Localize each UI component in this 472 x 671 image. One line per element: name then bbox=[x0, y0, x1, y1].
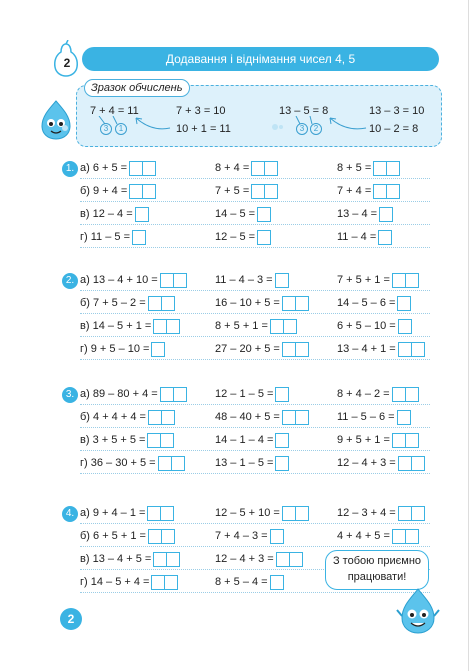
answer-box[interactable] bbox=[275, 273, 289, 288]
equation-cell bbox=[80, 386, 187, 402]
answer-box[interactable] bbox=[276, 552, 290, 567]
answer-box[interactable] bbox=[265, 184, 278, 199]
equation-cell bbox=[215, 341, 309, 357]
equation-cell bbox=[337, 272, 419, 288]
answer-box[interactable] bbox=[165, 575, 178, 590]
row-divider bbox=[80, 546, 430, 547]
answer-box[interactable] bbox=[392, 433, 406, 448]
answer-box[interactable] bbox=[392, 529, 406, 544]
equation-text: 14 – 5 – 6 = bbox=[337, 297, 396, 309]
equation-cell bbox=[80, 160, 156, 176]
equation-cell bbox=[80, 206, 149, 222]
row-divider bbox=[80, 404, 430, 405]
answer-box[interactable] bbox=[162, 296, 175, 311]
equation-text: 6 + 5 + 1 = bbox=[93, 530, 146, 542]
answer-box[interactable] bbox=[379, 207, 393, 222]
row-label: г) bbox=[80, 457, 88, 469]
equation-text: 11 – 5 – 6 = bbox=[337, 411, 395, 423]
answer-box[interactable] bbox=[398, 342, 412, 357]
answer-box[interactable] bbox=[296, 296, 309, 311]
answer-box[interactable] bbox=[257, 230, 271, 245]
equation-text: 9 + 5 + 1 = bbox=[337, 434, 390, 446]
page-title: Додавання і віднімання чисел 4, 5 bbox=[82, 47, 439, 71]
split-circle: 1 bbox=[115, 123, 127, 135]
page-number: 2 bbox=[60, 608, 82, 630]
equation-cell bbox=[337, 295, 411, 311]
row-divider bbox=[80, 592, 430, 593]
equation-cell bbox=[215, 409, 309, 425]
row-label: б) bbox=[80, 297, 90, 309]
equation-cell bbox=[337, 318, 412, 334]
answer-box[interactable] bbox=[147, 433, 161, 448]
equation-cell bbox=[215, 318, 297, 334]
equation-cell bbox=[337, 455, 425, 471]
answer-box[interactable] bbox=[135, 207, 149, 222]
row-label: в) bbox=[80, 208, 90, 220]
equation-text: 7 + 5 = bbox=[215, 185, 250, 197]
answer-box[interactable] bbox=[412, 506, 425, 521]
equation-cell bbox=[215, 229, 271, 245]
equation-cell bbox=[337, 432, 419, 448]
equation-text: 27 – 20 + 5 = bbox=[215, 343, 280, 355]
equation-cell bbox=[80, 341, 165, 357]
equation-cell bbox=[337, 160, 400, 176]
equation-text: 14 – 5 = bbox=[215, 208, 256, 220]
exercise-number: 1. bbox=[62, 161, 78, 177]
row-label: б) bbox=[80, 411, 90, 423]
answer-box[interactable] bbox=[275, 387, 289, 402]
row-divider bbox=[80, 359, 430, 360]
sample-right-eq: 13 – 5 = 8 bbox=[279, 105, 329, 117]
arrow-icon bbox=[326, 114, 368, 134]
row-divider bbox=[80, 473, 430, 474]
praise-line2: працювати! bbox=[347, 571, 407, 583]
equation-text: 9 + 5 – 10 = bbox=[90, 343, 150, 355]
answer-box[interactable] bbox=[129, 161, 143, 176]
lesson-number: 2 bbox=[63, 56, 71, 70]
equation-cell bbox=[337, 229, 392, 245]
answer-box[interactable] bbox=[270, 529, 284, 544]
answer-box[interactable] bbox=[174, 387, 187, 402]
equation-text: 13 – 4 + 5 = bbox=[92, 553, 152, 565]
equation-text: 6 + 5 = bbox=[92, 162, 128, 174]
row-label: г) bbox=[80, 343, 88, 355]
row-label: а) bbox=[80, 274, 90, 286]
answer-box[interactable] bbox=[143, 161, 156, 176]
split-circle: 3 bbox=[100, 123, 112, 135]
answer-box[interactable] bbox=[148, 410, 162, 425]
answer-box[interactable] bbox=[296, 410, 309, 425]
equation-cell bbox=[337, 528, 419, 544]
equation-text: 4 + 4 + 5 = bbox=[337, 530, 390, 542]
row-label: а) bbox=[80, 388, 90, 400]
equation-text: 12 – 3 + 4 = bbox=[337, 507, 396, 519]
equation-text: 7 + 4 – 3 = bbox=[215, 530, 268, 542]
equation-text: 3 + 5 + 5 = bbox=[92, 434, 146, 446]
equation-cell bbox=[80, 409, 175, 425]
equation-text: 13 – 4 + 10 = bbox=[92, 274, 158, 286]
answer-box[interactable] bbox=[296, 506, 309, 521]
equation-cell bbox=[80, 551, 180, 567]
row-divider bbox=[80, 290, 430, 291]
equation-cell bbox=[80, 432, 174, 448]
equation-cell bbox=[337, 409, 411, 425]
equation-cell bbox=[215, 206, 271, 222]
answer-box[interactable] bbox=[378, 230, 392, 245]
equation-text: 14 – 5 + 1 = bbox=[92, 320, 152, 332]
equation-text: 9 + 4 – 1 = bbox=[92, 507, 146, 519]
answer-box[interactable] bbox=[412, 456, 425, 471]
equation-text: 36 – 30 + 5 = bbox=[90, 457, 156, 469]
answer-box[interactable] bbox=[158, 456, 172, 471]
exercise-number: 3. bbox=[62, 387, 78, 403]
equation-text: 16 – 10 + 5 = bbox=[215, 297, 280, 309]
answer-box[interactable] bbox=[151, 575, 165, 590]
answer-box[interactable] bbox=[282, 410, 296, 425]
answer-box[interactable] bbox=[398, 506, 412, 521]
answer-box[interactable] bbox=[270, 319, 284, 334]
row-divider bbox=[80, 336, 430, 337]
equation-cell bbox=[80, 505, 174, 521]
equation-cell bbox=[215, 551, 303, 567]
equation-text: 12 – 4 + 3 = bbox=[337, 457, 396, 469]
equation-cell bbox=[80, 295, 175, 311]
answer-box[interactable] bbox=[398, 456, 412, 471]
row-divider bbox=[80, 313, 430, 314]
answer-box[interactable] bbox=[290, 552, 303, 567]
row-label: а) bbox=[80, 507, 90, 519]
equation-text: 11 – 5 = bbox=[90, 231, 130, 243]
sample-left-eq: 7 + 4 = 11 bbox=[90, 105, 139, 117]
answer-box[interactable] bbox=[296, 342, 309, 357]
answer-box[interactable] bbox=[251, 161, 265, 176]
row-label: в) bbox=[80, 553, 90, 565]
equation-cell bbox=[80, 272, 187, 288]
droplet-icon bbox=[60, 123, 72, 133]
sample-mid-eq2: 10 + 1 = 11 bbox=[176, 123, 231, 135]
equation-text: 4 + 4 + 4 = bbox=[93, 411, 146, 423]
arrow-icon bbox=[132, 114, 172, 134]
equation-cell bbox=[80, 229, 146, 245]
answer-box[interactable] bbox=[160, 387, 174, 402]
equation-text: 12 – 1 – 5 = bbox=[215, 388, 274, 400]
sample-title: Зразок обчислень bbox=[84, 79, 190, 97]
answer-box[interactable] bbox=[275, 433, 289, 448]
row-label: в) bbox=[80, 434, 90, 446]
row-label: в) bbox=[80, 320, 90, 332]
row-divider bbox=[80, 224, 430, 225]
answer-box[interactable] bbox=[167, 319, 180, 334]
row-divider bbox=[80, 201, 430, 202]
equation-cell bbox=[337, 505, 425, 521]
equation-cell bbox=[80, 528, 175, 544]
answer-box[interactable] bbox=[387, 184, 400, 199]
answer-box[interactable] bbox=[174, 273, 187, 288]
answer-box[interactable] bbox=[251, 184, 265, 199]
sample-far-eq2: 10 – 2 = 8 bbox=[369, 123, 419, 135]
answer-box[interactable] bbox=[153, 552, 167, 567]
row-divider bbox=[80, 523, 430, 524]
sample-mid-eq1: 7 + 3 = 10 bbox=[176, 105, 226, 117]
equation-text: 8 + 5 – 4 = bbox=[215, 576, 268, 588]
answer-box[interactable] bbox=[151, 342, 165, 357]
equation-cell bbox=[215, 386, 289, 402]
equation-cell bbox=[337, 183, 400, 199]
equation-cell bbox=[215, 432, 289, 448]
answer-box[interactable] bbox=[406, 387, 419, 402]
equation-cell bbox=[215, 528, 284, 544]
equation-cell bbox=[215, 160, 278, 176]
equation-text: 14 – 1 – 4 = bbox=[215, 434, 274, 446]
equation-text: 8 + 5 + 1 = bbox=[215, 320, 268, 332]
answer-box[interactable] bbox=[397, 296, 411, 311]
equation-text: 14 – 5 + 4 = bbox=[90, 576, 150, 588]
answer-box[interactable] bbox=[265, 161, 278, 176]
equation-text: 48 – 40 + 5 = bbox=[215, 411, 280, 423]
equation-cell bbox=[337, 386, 419, 402]
droplet-icon bbox=[271, 122, 285, 132]
answer-box[interactable] bbox=[161, 433, 174, 448]
equation-text: 12 – 4 = bbox=[92, 208, 133, 220]
exercise-number: 4. bbox=[62, 506, 78, 522]
exercise-number: 2. bbox=[62, 273, 78, 289]
equation-text: 9 + 4 = bbox=[93, 185, 128, 197]
praise-line1: З тобою приємно bbox=[332, 555, 422, 567]
answer-box[interactable] bbox=[148, 529, 162, 544]
equation-cell bbox=[80, 318, 180, 334]
equation-cell bbox=[80, 183, 156, 199]
praise-bubble bbox=[325, 550, 429, 590]
answer-box[interactable] bbox=[373, 184, 387, 199]
answer-box[interactable] bbox=[387, 161, 400, 176]
row-divider bbox=[80, 178, 430, 179]
equation-text: 12 – 4 + 3 = bbox=[215, 553, 274, 565]
row-label: а) bbox=[80, 162, 90, 174]
equation-text: 8 + 4 = bbox=[215, 162, 250, 174]
equation-text: 7 + 5 + 1 = bbox=[337, 274, 390, 286]
equation-cell bbox=[337, 206, 393, 222]
row-label: б) bbox=[80, 185, 90, 197]
equation-cell bbox=[215, 574, 284, 590]
equation-cell bbox=[337, 341, 425, 357]
equation-cell bbox=[80, 574, 178, 590]
answer-box[interactable] bbox=[406, 273, 419, 288]
answer-box[interactable] bbox=[282, 506, 296, 521]
equation-text: 7 + 5 – 2 = bbox=[93, 297, 146, 309]
equation-text: 89 – 80 + 4 = bbox=[92, 388, 158, 400]
equation-text: 12 – 5 = bbox=[215, 231, 256, 243]
equation-text: 8 + 5 = bbox=[337, 162, 372, 174]
sample-far-eq1: 13 – 3 = 10 bbox=[369, 105, 425, 117]
equation-text: 11 – 4 – 3 = bbox=[215, 274, 273, 286]
answer-box[interactable] bbox=[148, 296, 162, 311]
answer-box[interactable] bbox=[392, 387, 406, 402]
equation-text: 7 + 4 = bbox=[337, 185, 372, 197]
equation-text: 13 – 1 – 5 = bbox=[215, 457, 274, 469]
answer-box[interactable] bbox=[162, 529, 175, 544]
answer-box[interactable] bbox=[167, 552, 180, 567]
equation-cell bbox=[215, 505, 309, 521]
answer-box[interactable] bbox=[160, 273, 174, 288]
equation-text: 12 – 5 + 10 = bbox=[215, 507, 280, 519]
row-divider bbox=[80, 247, 430, 248]
row-label: г) bbox=[80, 576, 88, 588]
answer-box[interactable] bbox=[406, 433, 419, 448]
answer-box[interactable] bbox=[162, 410, 175, 425]
equation-cell bbox=[215, 455, 289, 471]
answer-box[interactable] bbox=[132, 230, 146, 245]
answer-box[interactable] bbox=[392, 273, 406, 288]
equation-cell bbox=[215, 183, 278, 199]
drop-mascot-icon bbox=[36, 98, 76, 142]
row-label: б) bbox=[80, 530, 90, 542]
equation-text: 6 + 5 – 10 = bbox=[337, 320, 396, 332]
answer-box[interactable] bbox=[129, 184, 143, 199]
answer-box[interactable] bbox=[172, 456, 185, 471]
row-divider bbox=[80, 450, 430, 451]
answer-box[interactable] bbox=[397, 410, 411, 425]
row-label: г) bbox=[80, 231, 88, 243]
answer-box[interactable] bbox=[406, 529, 419, 544]
equation-cell bbox=[215, 272, 289, 288]
answer-box[interactable] bbox=[373, 161, 387, 176]
equation-cell bbox=[215, 295, 309, 311]
answer-box[interactable] bbox=[398, 319, 412, 334]
equation-cell bbox=[80, 455, 185, 471]
equation-text: 13 – 4 + 1 = bbox=[337, 343, 396, 355]
answer-box[interactable] bbox=[282, 296, 296, 311]
equation-text: 11 – 4 = bbox=[337, 231, 377, 243]
equation-text: 8 + 4 – 2 = bbox=[337, 388, 390, 400]
split-circle: 2 bbox=[310, 123, 322, 135]
answer-box[interactable] bbox=[143, 184, 156, 199]
split-circle: 3 bbox=[296, 123, 308, 135]
answer-box[interactable] bbox=[161, 506, 174, 521]
answer-box[interactable] bbox=[270, 575, 284, 590]
answer-box[interactable] bbox=[147, 506, 161, 521]
equation-text: 13 – 4 = bbox=[337, 208, 378, 220]
row-divider bbox=[80, 427, 430, 428]
answer-box[interactable] bbox=[412, 342, 425, 357]
answer-box[interactable] bbox=[275, 456, 289, 471]
answer-box[interactable] bbox=[284, 319, 297, 334]
answer-box[interactable] bbox=[153, 319, 167, 334]
answer-box[interactable] bbox=[282, 342, 296, 357]
answer-box[interactable] bbox=[257, 207, 271, 222]
drop-mascot-icon bbox=[396, 586, 440, 636]
